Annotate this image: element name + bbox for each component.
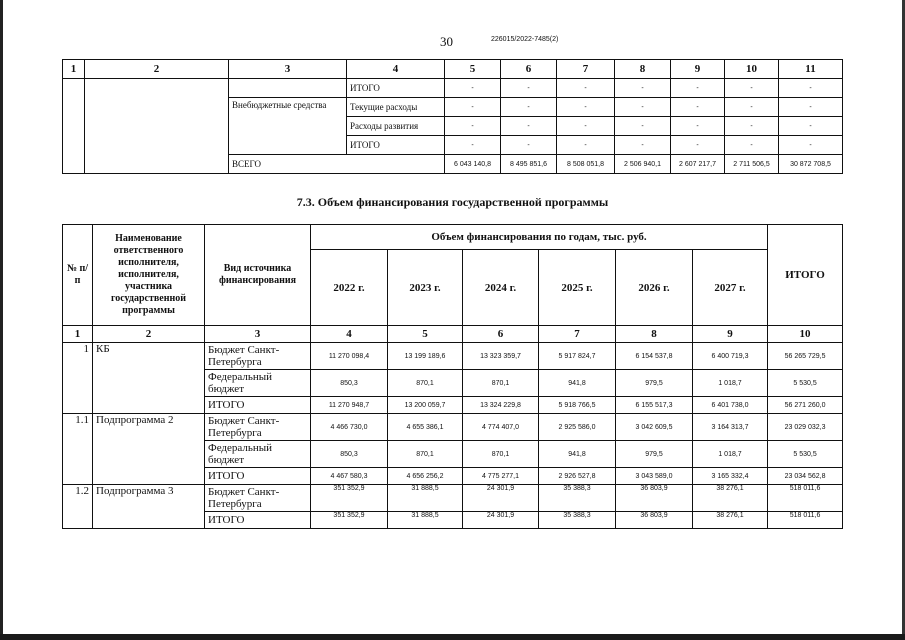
- header-total: ИТОГО: [768, 225, 843, 326]
- col-header: 6: [501, 60, 557, 79]
- table-row: 1 КБ Бюджет Санкт-Петербурга 11 270 098,4 13 199 189,6 13 323 359,7 5 917 824,7 6 154 537,8 6 400 719,3 56 265 729,5: [63, 343, 843, 370]
- row-label: Текущие расходы: [347, 98, 445, 117]
- table-row: Федеральный бюджет 850,3 870,1 870,1 941,8 979,5 1 018,7 5 530,5: [63, 441, 843, 468]
- row-number: 1.1: [63, 414, 93, 485]
- source-label: Федеральный бюджет: [205, 370, 311, 397]
- source-label: Внебюджетные средства: [229, 98, 347, 155]
- header-year: 2024 г.: [463, 250, 539, 326]
- total-row: ВСЕГО 6 043 140,8 8 495 851,6 8 508 051,8 2 506 940,1 2 607 217,7 2 711 506,5 30 872 708,5: [63, 155, 843, 174]
- header-num: № п/п: [63, 225, 93, 326]
- header-source: Вид источника финансирования: [205, 225, 311, 326]
- executor-name: Подпрограмма 3: [93, 485, 205, 529]
- table-row: Федеральный бюджет 850,3 870,1 870,1 941,8 979,5 1 018,7 5 530,5: [63, 370, 843, 397]
- col-header: 3: [229, 60, 347, 79]
- row-label: Расходы развития: [347, 117, 445, 136]
- col-header: 11: [779, 60, 843, 79]
- col-header: 2: [85, 60, 229, 79]
- header-year: 2022 г.: [311, 250, 388, 326]
- col-header: 9: [671, 60, 725, 79]
- source-label: ИТОГО: [205, 468, 311, 485]
- section-title: 7.3. Объем финансирования государственной программы: [296, 195, 609, 209]
- source-label: Бюджет Санкт-Петербурга: [205, 414, 311, 441]
- col-header: 1: [63, 60, 85, 79]
- table-row: ИТОГО 11 270 948,7 13 200 059,7 13 324 229,8 5 918 766,5 6 155 517,3 6 401 738,0 56 271 260,0: [63, 397, 843, 414]
- column-number-row: 1 2 3 4 5 6 7 8 9 10: [63, 326, 843, 343]
- document-code: 226015/2022-7485(2): [491, 36, 559, 43]
- table-row: ИТОГО - - - - - - -: [63, 136, 843, 155]
- table-row: ИТОГО 4 467 580,3 4 656 256,2 4 775 277,1 2 926 527,8 3 043 589,0 3 165 332,4 23 034 562,8: [63, 468, 843, 485]
- table-row: Внебюджетные средства Текущие расходы - - - - - - -: [63, 98, 843, 117]
- row-number: 1: [63, 343, 93, 414]
- col-header: 7: [557, 60, 615, 79]
- financing-table: [62, 224, 843, 529]
- table-row: 1.1 Подпрограмма 2 Бюджет Санкт-Петербурга 4 466 730,0 4 655 386,1 4 774 407,0 2 925 586,0 3 042 609,5 3 164 313,7 23 029 032,3: [63, 414, 843, 441]
- continuation-table: [62, 59, 843, 174]
- table-row: Расходы развития - - - - - - -: [63, 117, 843, 136]
- header-year: 2026 г.: [616, 250, 693, 326]
- executor-name: КБ: [93, 343, 205, 414]
- header-year: 2023 г.: [388, 250, 463, 326]
- row-number: 1.2: [63, 485, 93, 529]
- header-volume: Объем финансирования по годам, тыс. руб.: [311, 225, 768, 250]
- source-label: Федеральный бюджет: [205, 441, 311, 468]
- header-year: 2025 г.: [539, 250, 616, 326]
- source-label: Бюджет Санкт-Петербурга: [205, 343, 311, 370]
- header-year: 2027 г.: [693, 250, 768, 326]
- table-row: 1.2 Подпрограмма 3 Бюджет Санкт-Петербурга 351 352,9 31 888,5 24 301,9 35 388,3 36 803,9 38 276,1 518 011,6: [63, 485, 843, 512]
- row-label: ИТОГО: [347, 136, 445, 155]
- source-label: ИТОГО: [205, 512, 311, 529]
- scan-edge-bottom: [0, 634, 905, 640]
- col-header: 8: [615, 60, 671, 79]
- row-label: ИТОГО: [347, 79, 445, 98]
- table-row: ИТОГО - - - - - - -: [63, 79, 843, 98]
- header-executor: Наименование ответственного исполнителя, исполнителя, участника государственной программы: [93, 225, 205, 326]
- scan-edge-left: [0, 0, 3, 640]
- column-number-row: [63, 60, 843, 79]
- executor-name: Подпрограмма 2: [93, 414, 205, 485]
- source-label: ИТОГО: [205, 397, 311, 414]
- col-header: 10: [725, 60, 779, 79]
- col-header: 5: [445, 60, 501, 79]
- source-label: Бюджет Санкт-Петербурга: [205, 485, 311, 512]
- total-label: ВСЕГО: [229, 155, 445, 174]
- col-header: 4: [347, 60, 445, 79]
- table-row: ИТОГО 351 352,9 31 888,5 24 301,9 35 388,3 36 803,9 38 276,1 518 011,6: [63, 512, 843, 529]
- page-number: 30: [440, 34, 453, 49]
